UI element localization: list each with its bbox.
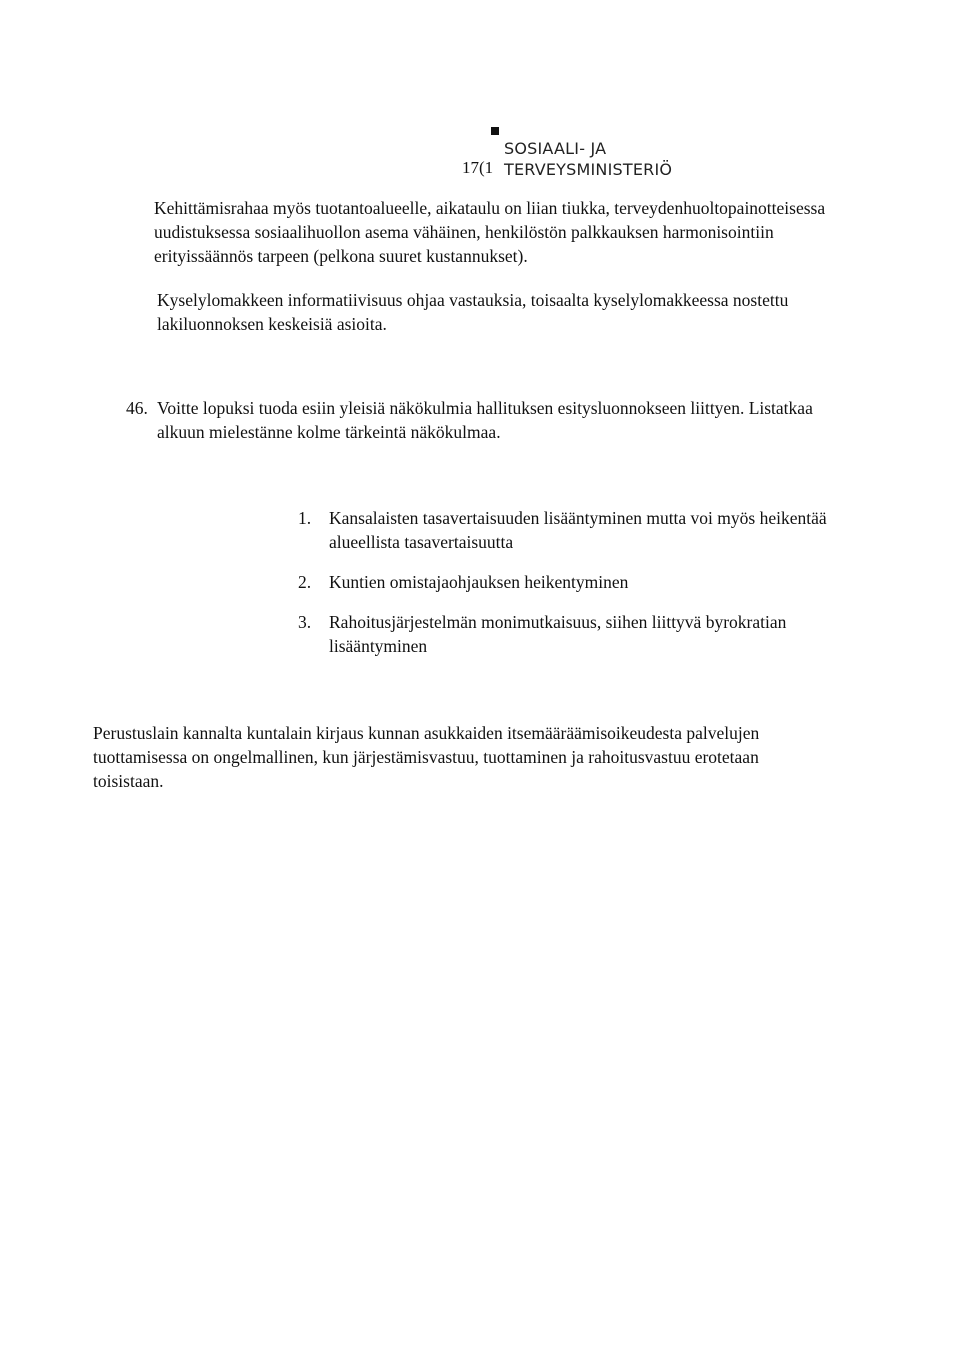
list-item-number: 1. — [298, 508, 312, 528]
question-line: alkuun mielestänne kolme tärkeintä näkökulmaa. — [157, 422, 501, 442]
paragraph-line: erityissäännös tarpeen (pelkona suuret kustannukset). — [154, 246, 528, 266]
paragraph-line: uudistuksessa sosiaalihuollon asema vähäinen, henkilöstön palkkauksen harmonisointiin — [154, 222, 774, 242]
list-item-text: Kuntien omistajaohjauksen heikentyminen — [329, 572, 629, 592]
list-item — [298, 570, 908, 594]
paragraph-questionnaire — [157, 288, 897, 336]
list-item-number: 3. — [298, 612, 312, 632]
paragraph-line: Kyselylomakkeen informatiivisuus ohjaa vastauksia, toisaalta kyselylomakkeessa nostettu — [157, 290, 789, 310]
page-number: 17(1 — [462, 158, 494, 177]
answer-list — [298, 506, 908, 674]
paragraph-line: lakiluonnoksen keskeisiä asioita. — [157, 314, 387, 334]
list-item-text: Kansalaisten tasavertaisuuden lisääntyminen mutta voi myös heikentää — [329, 508, 827, 528]
paragraph-line: Kehittämisrahaa myös tuotantoalueelle, aikataulu on liian tiukka, terveydenhuoltopainotteisessa — [154, 198, 826, 218]
list-item-number: 2. — [298, 572, 312, 592]
question-line — [126, 396, 906, 420]
question-text: Voitte lopuksi tuoda esiin yleisiä näkökulmia hallituksen esitysluonnokseen liittyen. Listatkaa — [157, 398, 813, 418]
list-item-text: alueellista tasavertaisuutta — [329, 532, 514, 552]
paragraph-line: tuottamisessa on ongelmallinen, kun järjestämisvastuu, tuottaminen ja rahoitusvastuu erotetaan — [93, 747, 759, 767]
ministry-name-line1: SOSIAALI- JA — [504, 139, 607, 158]
paragraph-line: Perustuslain kannalta kuntalain kirjaus kunnan asukkaiden itsemääräämisoikeudesta palvelujen — [93, 723, 760, 743]
list-item-text: lisääntyminen — [329, 636, 428, 656]
list-item-text: Rahoitusjärjestelmän monimutkaisuus, siihen liittyvä byrokratian — [329, 612, 787, 632]
paragraph-line: toisistaan. — [93, 771, 164, 791]
list-item — [298, 506, 908, 554]
question-number: 46. — [126, 398, 148, 418]
list-item — [298, 610, 908, 658]
ministry-name-line2: TERVEYSMINISTERIÖ — [504, 160, 673, 179]
black-square-icon — [491, 127, 499, 135]
paragraph-constitution — [93, 721, 913, 793]
question-46 — [126, 396, 906, 444]
paragraph-funding — [154, 196, 914, 268]
